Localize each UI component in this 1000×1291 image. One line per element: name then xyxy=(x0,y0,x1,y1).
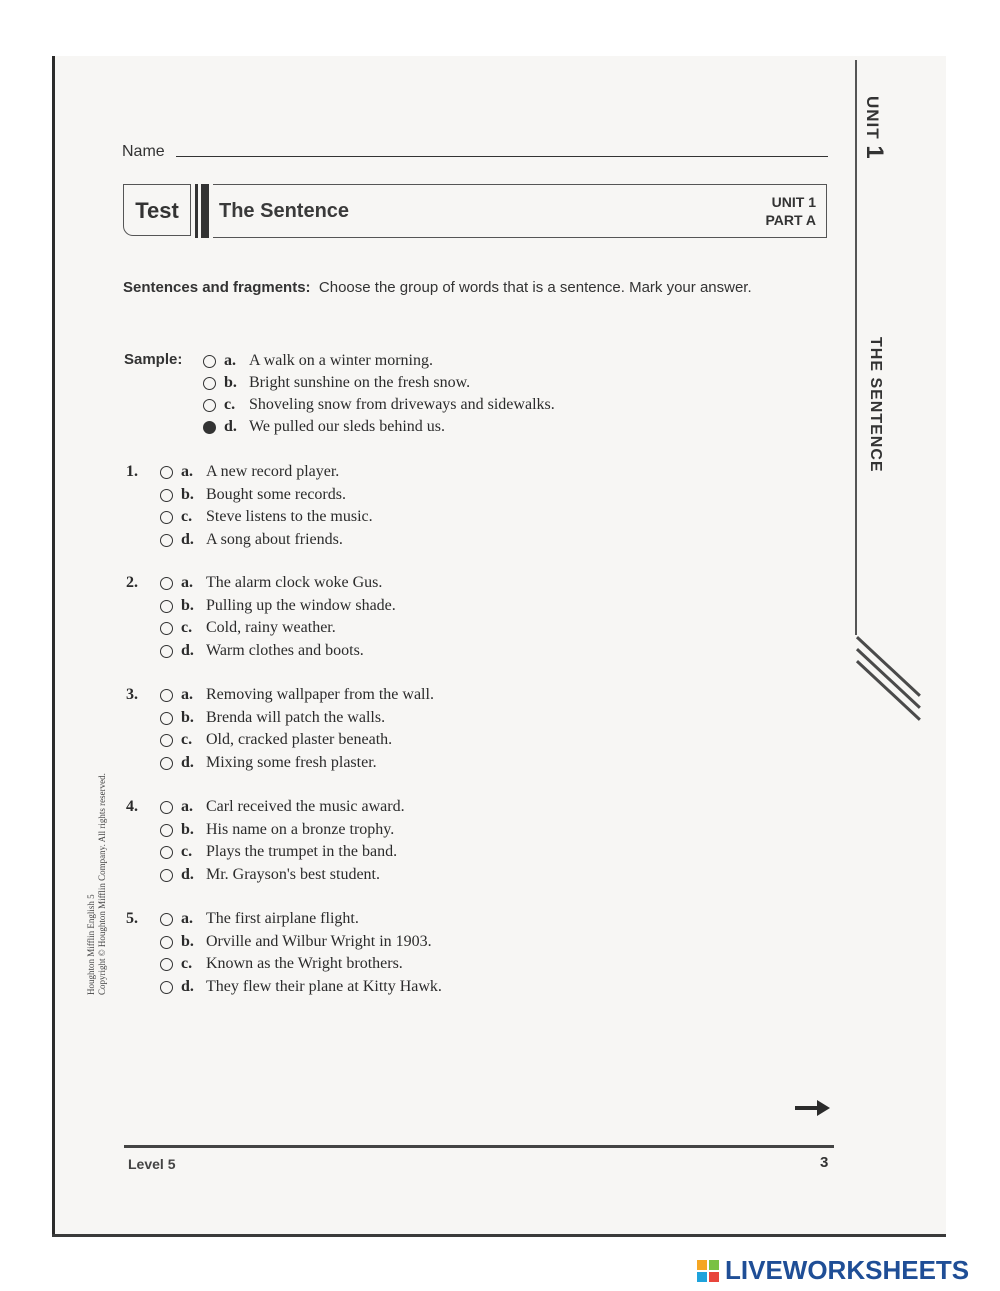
answer-bubble[interactable] xyxy=(160,869,173,882)
answer-bubble[interactable] xyxy=(203,355,216,368)
page-left-edge xyxy=(52,56,55,1236)
answer-bubble[interactable] xyxy=(160,577,173,590)
option-letter: d. xyxy=(181,977,194,995)
answer-bubble[interactable] xyxy=(160,801,173,814)
footer-rule xyxy=(124,1145,834,1148)
option-text: Orville and Wilbur Wright in 1903. xyxy=(206,932,432,950)
copyright-line-1: Houghton Mifflin English 5 xyxy=(86,894,96,995)
option-text: Old, cracked plaster beneath. xyxy=(206,731,393,748)
sample-label: Sample: xyxy=(124,351,183,368)
option-text: A walk on a winter morning. xyxy=(249,352,433,369)
answer-bubble[interactable] xyxy=(160,489,173,502)
option-letter: a. xyxy=(181,798,193,815)
test-header xyxy=(123,184,827,238)
answer-bubble[interactable] xyxy=(160,757,173,770)
option-letter: b. xyxy=(181,820,194,838)
copyright-notice xyxy=(86,773,108,995)
answer-bubble[interactable] xyxy=(160,824,173,837)
question-number: 2. xyxy=(126,574,138,591)
answer-bubble[interactable] xyxy=(160,734,173,747)
answer-bubble[interactable] xyxy=(203,377,216,390)
answer-bubble[interactable] xyxy=(160,712,173,725)
test-label: Test xyxy=(123,184,191,236)
footer-level: Level 5 xyxy=(128,1156,176,1172)
option-text: We pulled our sleds behind us. xyxy=(249,418,446,435)
option-text: Pulling up the window shade. xyxy=(206,596,396,614)
side-unit-word: UNIT xyxy=(863,96,882,140)
option-text: Bought some records. xyxy=(206,485,346,503)
page-number: 3 xyxy=(820,1154,829,1171)
name-label: Name xyxy=(122,143,165,160)
option-letter: d. xyxy=(181,753,194,771)
option-letter: a. xyxy=(181,910,193,927)
answer-bubble[interactable] xyxy=(203,399,216,412)
option-letter: b. xyxy=(181,932,194,950)
side-section-title: THE SENTENCE xyxy=(867,337,884,473)
instructions-heading: Sentences and fragments: xyxy=(123,279,311,296)
title-box xyxy=(213,184,827,238)
answer-bubble[interactable] xyxy=(160,958,173,971)
page-title: The Sentence xyxy=(219,200,350,222)
option-text: A song about friends. xyxy=(206,530,343,548)
question-number: 5. xyxy=(126,910,138,927)
option-text: Shoveling snow from driveways and sidewalks. xyxy=(249,396,555,413)
option-text: Warm clothes and boots. xyxy=(206,641,364,659)
part-line: PART A xyxy=(765,212,816,228)
option-text: Mixing some fresh plaster. xyxy=(206,753,377,771)
next-page-arrow-icon[interactable] xyxy=(795,1098,831,1118)
question-number: 4. xyxy=(126,798,138,815)
unit-part-label xyxy=(765,193,816,229)
side-unit-number: 1 xyxy=(861,145,888,160)
option-letter: c. xyxy=(181,619,193,636)
header-divider-thick xyxy=(201,184,209,238)
option-text: Carl received the music award. xyxy=(206,798,405,815)
option-letter: d. xyxy=(181,530,194,548)
option-letter: a. xyxy=(181,686,193,703)
option-text: Mr. Grayson's best student. xyxy=(206,865,380,883)
option-letter: b. xyxy=(181,485,194,503)
option-letter: b. xyxy=(224,374,237,391)
option-text: The alarm clock woke Gus. xyxy=(206,574,383,591)
instructions xyxy=(123,277,763,298)
option-letter: d. xyxy=(224,418,237,435)
option-text: Removing wallpaper from the wall. xyxy=(206,686,434,703)
option-text: Known as the Wright brothers. xyxy=(206,955,403,972)
side-unit-label xyxy=(860,96,888,160)
liveworksheets-logo-icon xyxy=(697,1260,721,1282)
question-number: 1. xyxy=(126,463,138,480)
option-text: The first airplane flight. xyxy=(206,910,359,927)
option-letter: c. xyxy=(181,508,193,525)
option-letter: b. xyxy=(181,596,194,614)
answer-bubble[interactable] xyxy=(160,846,173,859)
side-rule xyxy=(855,60,857,635)
option-letter: d. xyxy=(181,865,194,883)
option-letter: c. xyxy=(181,955,193,972)
copyright-line-2: Copyright © Houghton Mifflin Company. All rights reserved. xyxy=(97,773,107,995)
answer-bubble[interactable] xyxy=(160,936,173,949)
option-text: Bright sunshine on the fresh snow. xyxy=(249,374,471,391)
option-letter: a. xyxy=(224,352,236,369)
name-field[interactable] xyxy=(176,156,828,157)
option-letter: c. xyxy=(181,843,193,860)
option-text: Brenda will patch the walls. xyxy=(206,708,386,726)
option-text: His name on a bronze trophy. xyxy=(206,820,395,838)
option-letter: c. xyxy=(224,396,236,413)
option-text: Steve listens to the music. xyxy=(206,508,373,525)
answer-bubble[interactable] xyxy=(160,622,173,635)
answer-bubble[interactable] xyxy=(160,981,173,994)
option-letter: b. xyxy=(181,708,194,726)
option-letter: a. xyxy=(181,574,193,591)
page-bottom-edge xyxy=(52,1234,946,1237)
unit-line: UNIT 1 xyxy=(771,194,816,210)
answer-bubble[interactable] xyxy=(160,534,173,547)
answer-bubble[interactable] xyxy=(160,466,173,479)
option-text: Plays the trumpet in the band. xyxy=(206,843,398,860)
header-divider xyxy=(195,184,198,238)
option-letter: a. xyxy=(181,463,193,480)
answer-bubble[interactable] xyxy=(160,645,173,658)
answer-bubble-filled[interactable] xyxy=(203,421,216,434)
answer-bubble[interactable] xyxy=(160,913,173,926)
option-letter: c. xyxy=(181,731,193,748)
liveworksheets-logo-text: LIVEWORKSHEETS xyxy=(725,1255,970,1285)
answer-bubble[interactable] xyxy=(160,689,173,702)
answer-bubble[interactable] xyxy=(160,600,173,613)
option-text: They flew their plane at Kitty Hawk. xyxy=(206,977,442,995)
option-text: Cold, rainy weather. xyxy=(206,619,336,636)
option-text: A new record player. xyxy=(206,463,340,480)
question-number: 3. xyxy=(126,686,138,703)
answer-bubble[interactable] xyxy=(160,511,173,524)
option-letter: d. xyxy=(181,641,194,659)
instructions-text: Choose the group of words that is a sentence. Mark your answer. xyxy=(318,279,752,296)
